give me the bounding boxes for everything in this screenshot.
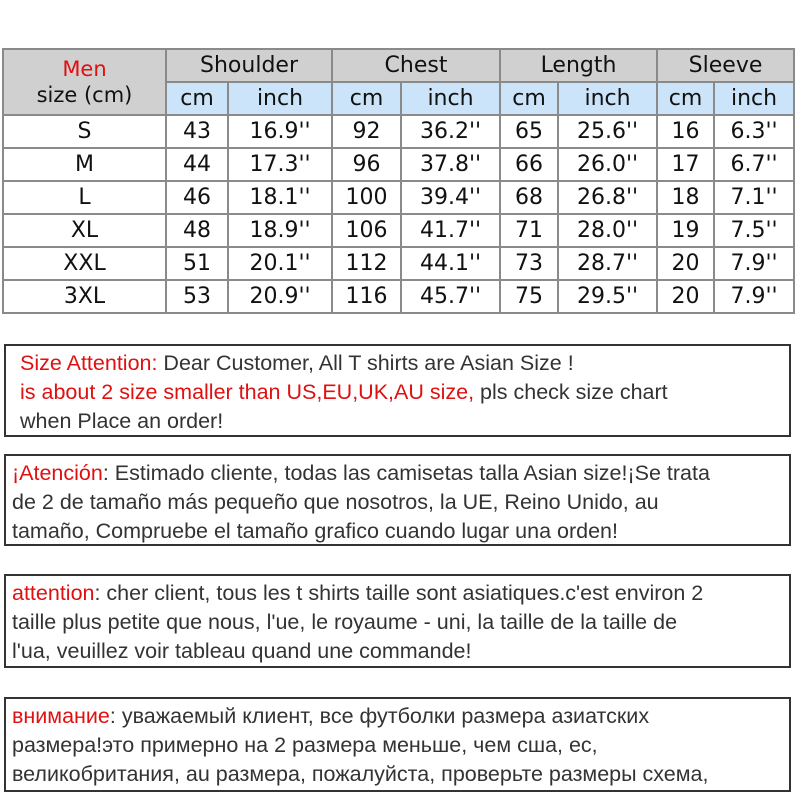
unit-shoulder-inch: inch	[228, 82, 332, 115]
length-inch-cell: 25.6''	[558, 115, 657, 148]
sleeve-cm-cell: 18	[657, 181, 714, 214]
shoulder-inch-cell: 20.1''	[228, 247, 332, 280]
notice-label: внимание	[12, 704, 110, 728]
notice-line	[12, 579, 789, 608]
chest-cm-cell: 100	[332, 181, 401, 214]
sleeve-inch-cell: 6.3''	[714, 115, 794, 148]
size-cell: 3XL	[3, 280, 166, 313]
chest-cm-cell: 92	[332, 115, 401, 148]
table-row-xl	[3, 214, 794, 247]
size-chart-table	[2, 48, 795, 314]
length-cm-cell: 65	[500, 115, 558, 148]
sleeve-inch-cell: 7.9''	[714, 247, 794, 280]
size-cell: M	[3, 148, 166, 181]
length-cm-cell: 71	[500, 214, 558, 247]
notice-line	[12, 459, 789, 488]
size-cell: XL	[3, 214, 166, 247]
header-shoulder: Shoulder	[166, 49, 332, 82]
sleeve-inch-cell: 7.1''	[714, 181, 794, 214]
length-cm-cell: 75	[500, 280, 558, 313]
sleeve-cm-cell: 20	[657, 280, 714, 313]
shoulder-inch-cell: 18.1''	[228, 181, 332, 214]
shoulder-cm-cell: 51	[166, 247, 228, 280]
length-inch-cell: 28.0''	[558, 214, 657, 247]
notice-text: : уважаемый клиент, все футболки размера азиатских	[109, 704, 650, 728]
length-cm-cell: 66	[500, 148, 558, 181]
notice-line: tamaño, Compruebe el tamaño grafico cuando lugar una orden!	[12, 519, 618, 543]
length-cm-cell: 73	[500, 247, 558, 280]
length-inch-cell: 29.5''	[558, 280, 657, 313]
chest-cm-cell: 116	[332, 280, 401, 313]
chest-cm-cell: 112	[332, 247, 401, 280]
length-inch-cell: 26.8''	[558, 181, 657, 214]
notice-line: великобритания, au размера, пожалуйста, проверьте размеры схема,	[12, 762, 709, 786]
header-group-row	[3, 49, 794, 82]
table-row-l	[3, 181, 794, 214]
sleeve-inch-cell: 7.5''	[714, 214, 794, 247]
size-cell: S	[3, 115, 166, 148]
notice-text: : cher client, tous les t shirts taille sont asiatiques.c'est environ 2	[94, 581, 704, 605]
size-cell: XXL	[3, 247, 166, 280]
shoulder-inch-cell: 20.9''	[228, 280, 332, 313]
notice-label: Size Attention:	[20, 351, 158, 375]
size-unit-label: size (cm)	[36, 83, 133, 107]
sleeve-inch-cell: 6.7''	[714, 148, 794, 181]
notice-text: : Estimado cliente, todas las camisetas talla Asian size!¡Se trata	[102, 461, 710, 485]
shoulder-cm-cell: 43	[166, 115, 228, 148]
length-inch-cell: 26.0''	[558, 148, 657, 181]
header-sleeve: Sleeve	[657, 49, 794, 82]
shoulder-cm-cell: 53	[166, 280, 228, 313]
notice-line	[20, 349, 789, 378]
notice-line: l'ua, veuillez voir tableau quand une commande!	[12, 639, 472, 663]
notice-english	[4, 344, 791, 437]
shoulder-inch-cell: 17.3''	[228, 148, 332, 181]
length-cm-cell: 68	[500, 181, 558, 214]
sleeve-cm-cell: 17	[657, 148, 714, 181]
chest-cm-cell: 96	[332, 148, 401, 181]
chest-inch-cell: 44.1''	[401, 247, 500, 280]
header-length: Length	[500, 49, 657, 82]
table-row-s	[3, 115, 794, 148]
shoulder-cm-cell: 44	[166, 148, 228, 181]
notice-spanish	[4, 454, 791, 546]
size-cell: L	[3, 181, 166, 214]
sleeve-cm-cell: 19	[657, 214, 714, 247]
notice-french	[4, 574, 791, 668]
unit-length-cm: cm	[500, 82, 558, 115]
notice-line: размера!это примерно на 2 размера меньше, чем сша, ес,	[12, 733, 598, 757]
table-row-xxl	[3, 247, 794, 280]
sleeve-cm-cell: 16	[657, 115, 714, 148]
notice-line	[20, 378, 789, 407]
table-row-m	[3, 148, 794, 181]
chest-inch-cell: 41.7''	[401, 214, 500, 247]
notice-line: taille plus petite que nous, l'ue, le royaume - uni, la taille de la taille de	[12, 610, 678, 634]
chest-inch-cell: 45.7''	[401, 280, 500, 313]
notice-text: pls check size chart	[474, 380, 668, 404]
notice-text: Dear Customer, All T shirts are Asian Size !	[157, 351, 574, 375]
table-row-3xl	[3, 280, 794, 313]
chest-inch-cell: 37.8''	[401, 148, 500, 181]
notice-line: de 2 de tamaño más pequeño que nosotros, la UE, Reino Unido, au	[12, 490, 659, 514]
length-inch-cell: 28.7''	[558, 247, 657, 280]
chest-cm-cell: 106	[332, 214, 401, 247]
shoulder-inch-cell: 18.9''	[228, 214, 332, 247]
notice-line	[12, 702, 789, 731]
shoulder-cm-cell: 46	[166, 181, 228, 214]
chest-inch-cell: 39.4''	[401, 181, 500, 214]
unit-length-inch: inch	[558, 82, 657, 115]
size-corner-header	[3, 49, 166, 115]
unit-shoulder-cm: cm	[166, 82, 228, 115]
unit-sleeve-cm: cm	[657, 82, 714, 115]
shoulder-cm-cell: 48	[166, 214, 228, 247]
header-chest: Chest	[332, 49, 500, 82]
notice-russian	[4, 697, 791, 792]
notice-label: attention	[12, 581, 95, 605]
notice-label: ¡Atención	[12, 461, 103, 485]
gender-label: Men	[62, 57, 107, 81]
unit-chest-inch: inch	[401, 82, 500, 115]
unit-sleeve-inch: inch	[714, 82, 794, 115]
notice-line: when Place an order!	[20, 409, 224, 433]
sleeve-cm-cell: 20	[657, 247, 714, 280]
notice-warning-text: is about 2 size smaller than US,EU,UK,AU size,	[20, 380, 475, 404]
chest-inch-cell: 36.2''	[401, 115, 500, 148]
sleeve-inch-cell: 7.9''	[714, 280, 794, 313]
shoulder-inch-cell: 16.9''	[228, 115, 332, 148]
unit-chest-cm: cm	[332, 82, 401, 115]
